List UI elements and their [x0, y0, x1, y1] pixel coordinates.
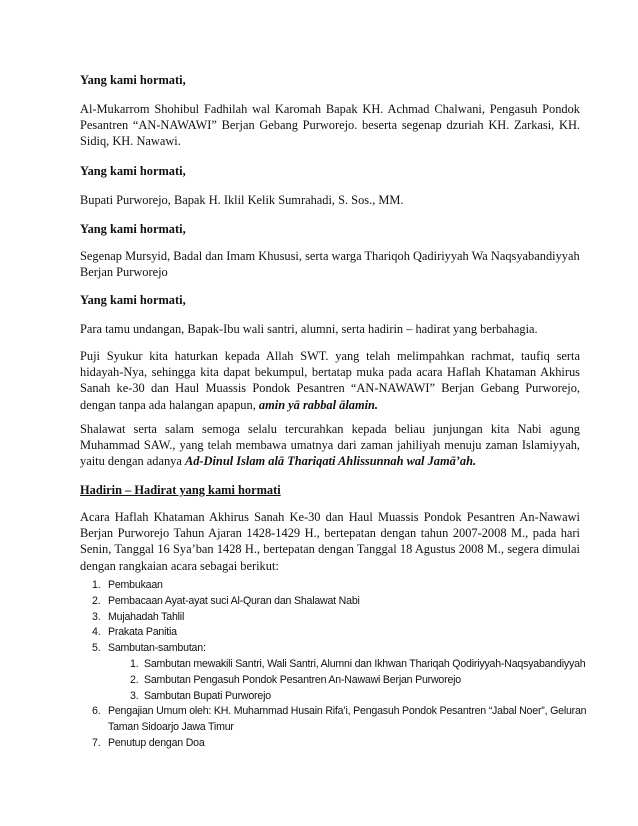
- greeting-heading: Yang kami hormati,: [80, 73, 186, 87]
- greeting-heading: Yang kami hormati,: [80, 293, 186, 307]
- paragraph-6-emphasis: Ad-Dinul Islam alā Thariqati Ahlissunnah wal Jamā’ah.: [184, 454, 477, 469]
- agenda-list: [80, 578, 600, 752]
- paragraph-6-text: Shalawat serta salam semoga selalu tercurahkan kepada beliau junjungan kita Nabi agung Muhammad SAW., yang telah membawa umatnya dari zaman jahiliyah menuju zaman Islamiyyah, yaitu dengan adanya: [80, 422, 580, 469]
- paragraph-6: [80, 421, 580, 470]
- paragraph-5-emphasis: amin yā rabbal ālamin.: [258, 397, 379, 412]
- paragraph-7: Acara Haflah Khataman Akhirus Sanah Ke-30 dan Haul Muassis Pondok Pesantren An-Nawawi Berjan Purworejo Tahun Ajaran 1428-1429 H., bertepatan dengan tahun 2007-2008 M., pada hari Senin, Tanggal 16 Sya’ban 1428 H., bertepatan dengan Tanggal 18 Agustus 2008 M., segera dimulai dengan rangkaian acara sebagai berikut:: [80, 510, 580, 573]
- sub-list-item: 2. Sambutan Pengasuh Pondok Pesantren An-Nawawi Berjan Purworejo: [130, 673, 461, 686]
- greeting-heading: Yang kami hormati,: [80, 222, 186, 236]
- list-item: 1. Pembukaan: [92, 579, 163, 591]
- list-item: 5. Sambutan-sambutan:: [92, 642, 206, 655]
- paragraph-2: Bupati Purworejo, Bapak H. Iklil Kelik Sumrahadi, S. Sos., MM.: [80, 193, 404, 207]
- paragraph-4: Para tamu undangan, Bapak-Ibu wali santri, alumni, serta hadirin – hadirat yang berbahagia.: [80, 322, 538, 336]
- section-heading: Hadirin – Hadirat yang kami hormati: [80, 483, 281, 497]
- paragraph-5: [80, 348, 580, 413]
- list-item: 3. Mujahadah Tahlil: [92, 610, 185, 623]
- paragraph-3: Segenap Mursyid, Badal dan Imam Khususi, serta warga Thariqoh Qadiriyyah Wa Naqsyabandiyyah Berjan Purworejo: [80, 249, 580, 280]
- list-item: 4. Prakata Panitia: [92, 626, 177, 639]
- list-item: 6. Pengajian Umum oleh: KH. Muhammad Husain Rifa’i, Pengasuh Pondok Pesantren “Jabal Noer”, Geluran Taman Sidoarjo Jawa Timur: [92, 705, 587, 734]
- paragraph-5-text: Puji Syukur kita haturkan kepada Allah SWT. yang telah melimpahkan rachmat, taufiq serta hidayah-Nya, sehingga kita dapat bekumpul, bertatap muka pada acara Haflah Khataman Akhirus Sanah ke-30 dan Haul Muassis Pondok Pesantren “AN-NAWAWI” Berjan Gebang Purworejo, dengan tanpa ada halangan apapun,: [80, 349, 580, 412]
- sub-list-item: 1. Sambutan mewakili Santri, Wali Santri, Alumni dan Ikhwan Thariqah Qodiriyyah-Naqsyabandiyyah: [130, 657, 586, 670]
- list-item: 2. Pembacaan Ayat-ayat suci Al-Quran dan Shalawat Nabi: [92, 594, 360, 607]
- sub-list: [80, 657, 600, 704]
- paragraph-1: Al-Mukarrom Shohibul Fadhilah wal Karomah Bapak KH. Achmad Chalwani, Pengasuh Pondok Pesantren “AN-NAWAWI” Berjan Gebang Purworejo. beserta segenap dzuriah KH. Zarkasi, KH. Sidiq, KH. Nawawi.: [80, 102, 580, 149]
- greeting-heading: Yang kami hormati,: [80, 164, 186, 178]
- list-item: 7. Penutup dengan Doa: [92, 736, 205, 749]
- sub-list-item: 3. Sambutan Bupati Purworejo: [130, 689, 271, 702]
